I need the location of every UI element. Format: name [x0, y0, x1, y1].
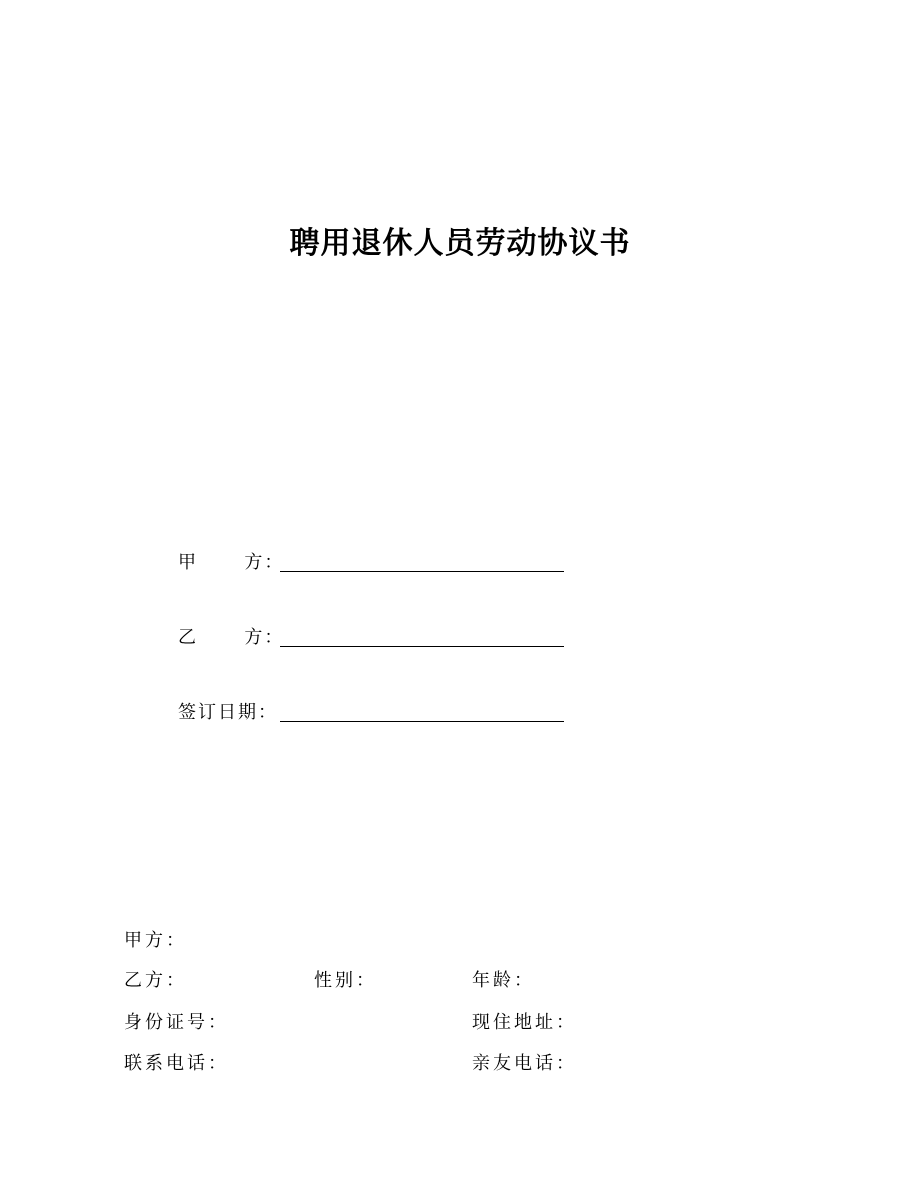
info-party-a: 甲方： — [124, 930, 187, 951]
info-id-number: 身份证号： — [124, 1012, 229, 1033]
info-party-b: 乙方： — [124, 970, 187, 991]
cover-field-label: 甲 方： — [178, 552, 285, 573]
cover-field-sign-date — [178, 696, 564, 724]
info-phone: 联系电话： — [124, 1053, 229, 1074]
info-address: 现住地址： — [472, 1012, 577, 1033]
cover-field-label: 乙 方： — [178, 627, 285, 648]
cover-field-party-b — [178, 621, 564, 649]
party-a-blank-line[interactable] — [280, 570, 564, 572]
party-b-blank-line[interactable] — [280, 645, 564, 647]
document-title: 聘用退休人员劳动协议书 — [289, 226, 631, 261]
cover-field-label: 签订日期： — [178, 702, 278, 723]
cover-field-party-a — [178, 546, 564, 574]
sign-date-blank-line[interactable] — [280, 720, 564, 722]
info-gender: 性别： — [314, 970, 377, 991]
info-age: 年龄： — [472, 970, 535, 991]
info-relative-phone: 亲友电话： — [472, 1053, 577, 1074]
